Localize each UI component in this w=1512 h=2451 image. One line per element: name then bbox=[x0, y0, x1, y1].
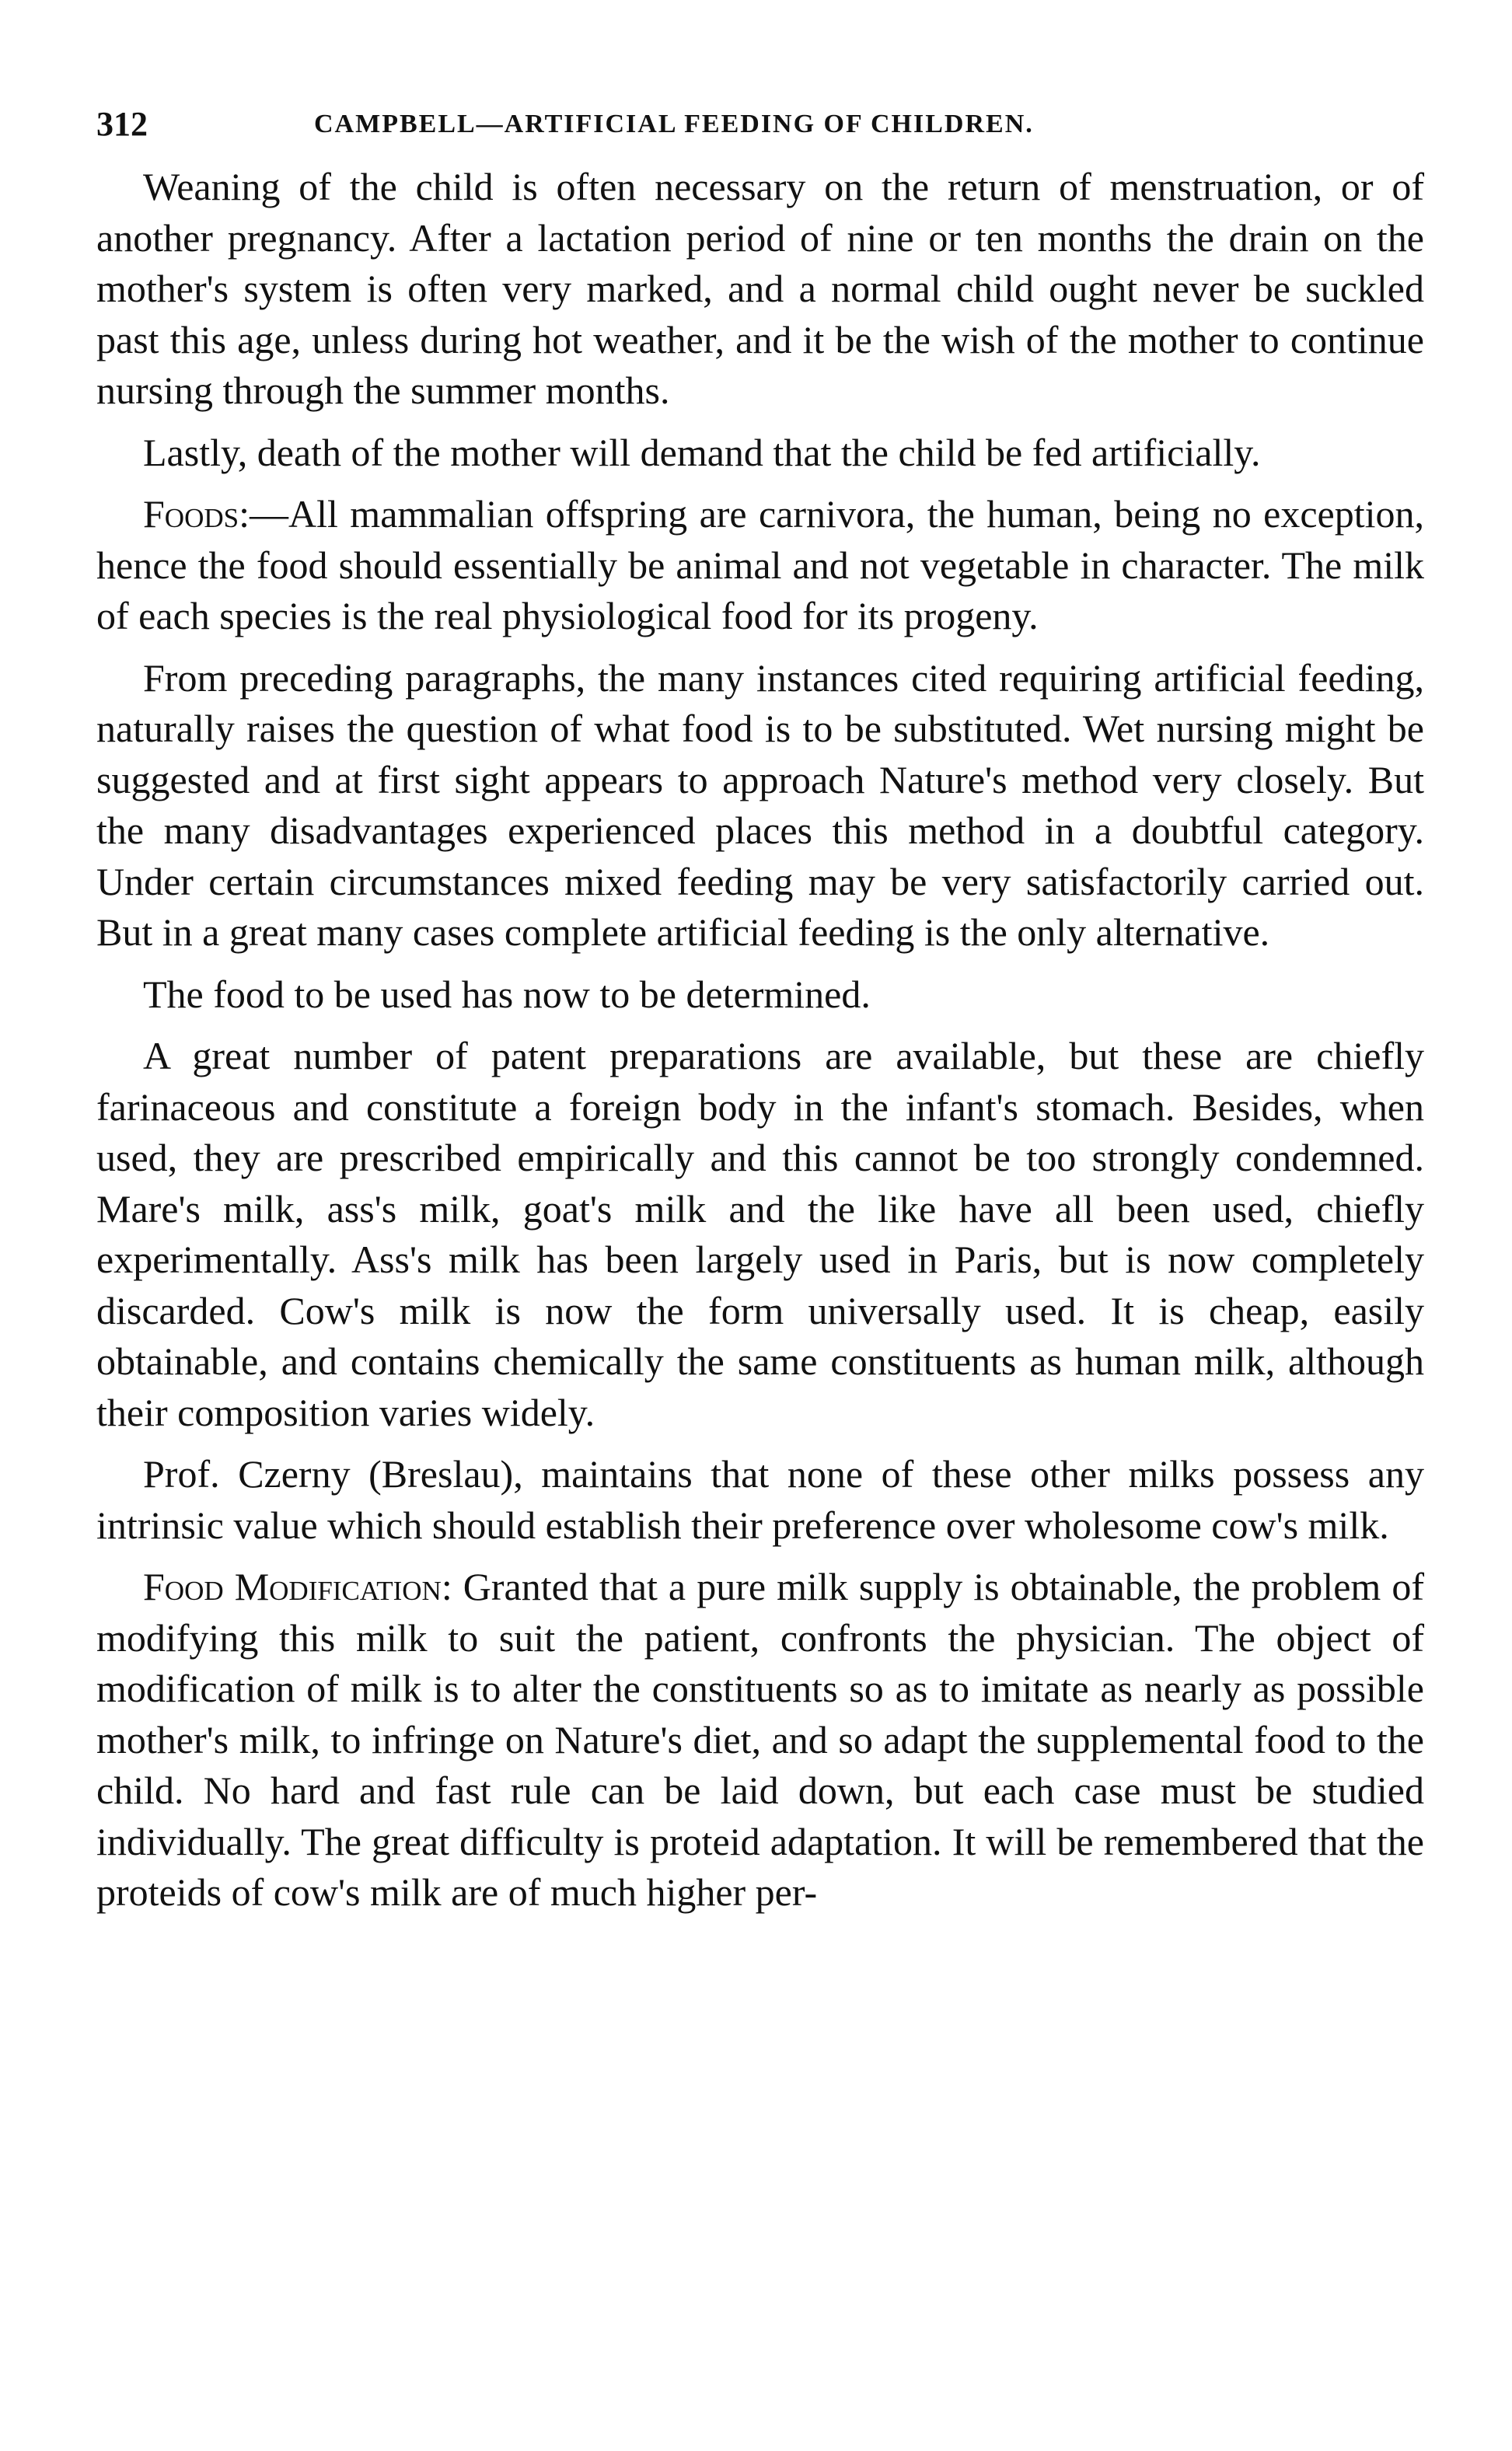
section-lead-foods: Foods: bbox=[143, 492, 250, 536]
paragraph-patent-preparations bbox=[96, 1031, 1424, 1438]
section-lead-food-modification: Food Modification: bbox=[143, 1565, 452, 1608]
paragraph-text: The food to be used has now to be determined. bbox=[143, 972, 871, 1016]
running-head bbox=[96, 101, 1402, 148]
paragraph-weaning bbox=[96, 162, 1424, 417]
paragraph-text: Granted that a pure milk supply is obtainable, the problem of modifying this milk to suit the patient, confronts the physician. The object of modification of milk is to alter the constituents so as to imitate as nearly as possible mother's milk, to infringe on Nature's diet, and so adapt the supplemental food to the child. No hard and fast rule can be laid down, but each case must be studied individually. The great difficulty is proteid adaptation. It will be remembered that the proteids of cow's milk are of much higher per- bbox=[96, 1565, 1424, 1914]
running-title: CAMPBELL—ARTIFICIAL FEEDING OF CHILDREN. bbox=[314, 110, 1034, 138]
paragraph-czerny bbox=[96, 1449, 1424, 1551]
paragraph-foods bbox=[96, 489, 1424, 642]
paragraph-text: Prof. Czerny (Breslau), maintains that none of these other milks possess any intrinsic value which should establish their preference over wholesome cow's milk. bbox=[96, 1452, 1424, 1547]
page-number: 312 bbox=[96, 105, 148, 143]
paragraph-text: From preceding paragraphs, the many instances cited requiring artificial feeding, naturally raises the question of what food is to be substituted. Wet nursing might be suggested and at first sight appears to approach Nature's method very closely. But the many disadvantages experienced places this method in a doubtful category. Under certain circumstances mixed feeding may be very satisfactorily carried out. But in a great many cases complete artificial feeding is the only alternative. bbox=[96, 655, 1424, 954]
paragraph-artificial-feeding bbox=[96, 653, 1424, 958]
paragraph-text: A great number of patent preparations are available, but these are chiefly farinaceous and constitute a foreign body in the infant's stomach. Besides, when used, they are prescribed empirically and this cannot be too strongly condemned. Mare's milk, ass's milk, goat's milk and the like have all been used, chiefly experimentally. Ass's milk has been largely used in Paris, but is now completely discarded. Cow's milk is now the form universally used. It is cheap, easily obtainable, and contains chemically the same constituents as human milk, although their composition varies widely. bbox=[96, 1034, 1424, 1434]
paragraph-text: Lastly, death of the mother will demand that the child be fed artificially. bbox=[143, 430, 1261, 474]
paragraph-food-modification bbox=[96, 1562, 1424, 1919]
paragraph-text: Weaning of the child is often necessary on the return of menstruation, or of another pregnancy. After a lactation period of nine or ten months the drain on the mother's system is often very marked, and a normal child ought never be suckled past this age, unless during hot weather, and it be the wish of the mother to continue nursing through the summer months. bbox=[96, 165, 1424, 412]
body-text bbox=[96, 162, 1424, 1919]
paragraph-text: —All mammalian offspring are carnivora, the human, being no exception, hence the food should essentially be animal and not vegetable in character. The milk of each species is the real physiological food for its progeny. bbox=[96, 492, 1424, 637]
paragraph-food-determined bbox=[96, 969, 1424, 1021]
paragraph-death-of-mother bbox=[96, 428, 1424, 479]
